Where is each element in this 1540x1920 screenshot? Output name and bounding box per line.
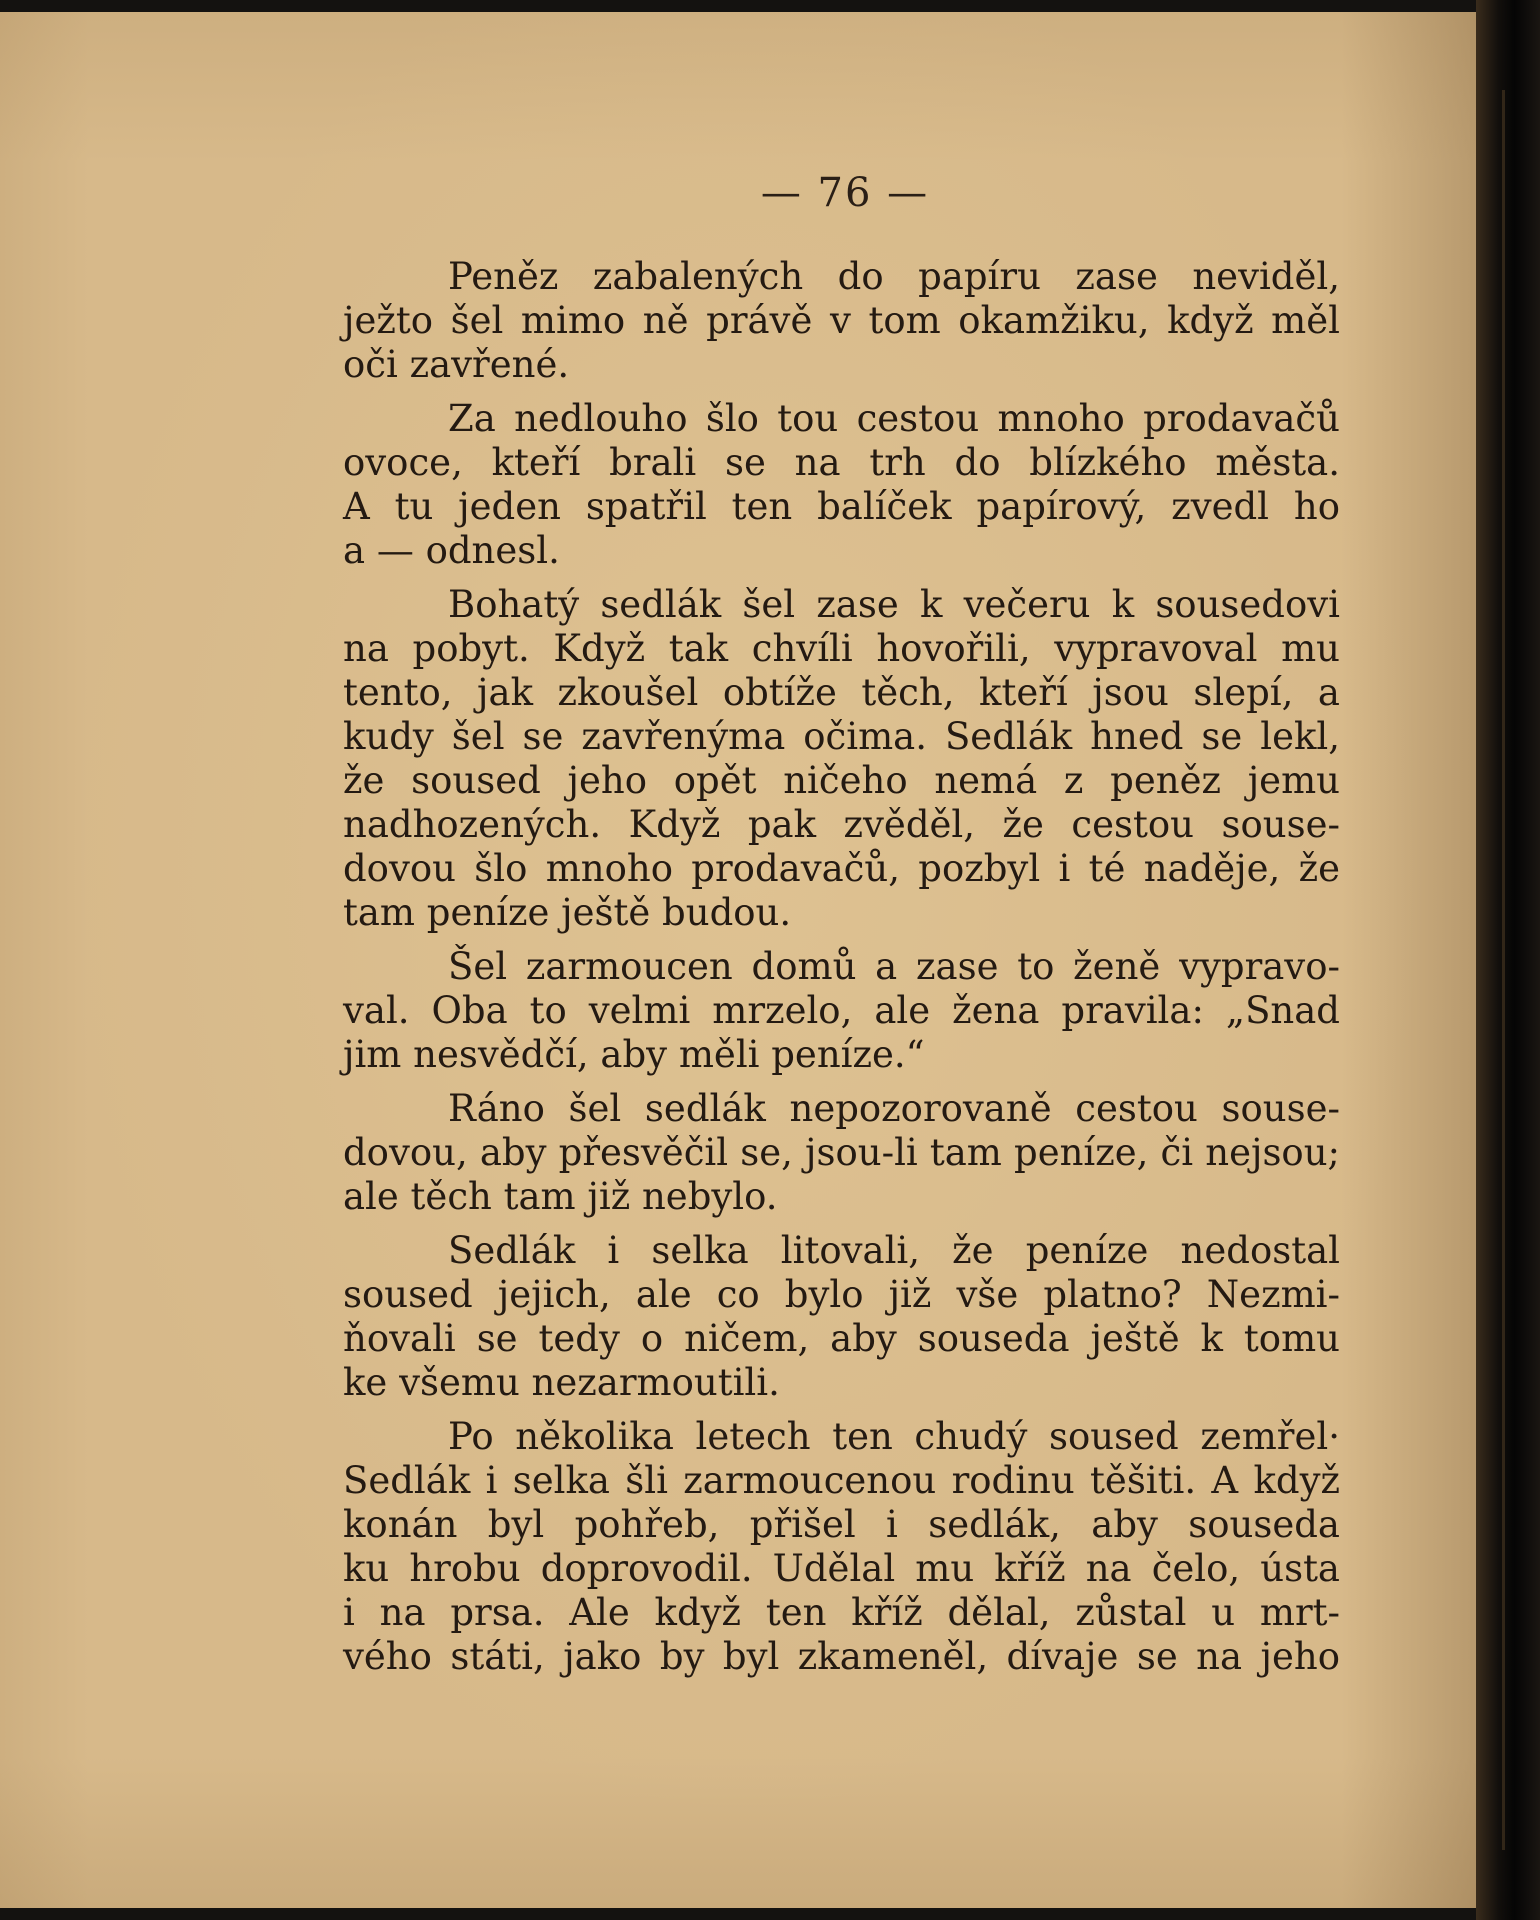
- text-line: oči zavřené.: [343, 343, 570, 386]
- text-line: ňovali se tedy o ničem, aby souseda ještě k tomu: [343, 1317, 1340, 1360]
- text-line: že soused jeho opět ničeho nemá z peněz jemu: [343, 759, 1340, 802]
- paragraph: [343, 397, 1340, 573]
- text-line: na pobyt. Když tak chvíli hovořili, vypravoval mu: [343, 627, 1340, 670]
- text-line: ke všemu nezarmoutili.: [343, 1361, 780, 1404]
- paragraph: [343, 583, 1340, 935]
- text-line: tam peníze ještě budou.: [343, 891, 792, 934]
- book-gutter-shadow: [1476, 0, 1540, 1920]
- paragraph: [343, 1415, 1340, 1679]
- paper-sheet: [0, 12, 1490, 1908]
- paragraph: [343, 1087, 1340, 1219]
- text-line: ježto šel mimo ně právě v tom okamžiku, když měl: [343, 299, 1340, 342]
- text-line: dovou, aby přesvěčil se, jsou-li tam peníze, či nejsou;: [343, 1131, 1340, 1174]
- text-line: Bohatý sedlák šel zase k večeru k sousedovi: [448, 583, 1340, 626]
- text-line: vého státi, jako by byl zkameněl, dívaje se na jeho: [343, 1635, 1340, 1678]
- page-number: — 76 —: [760, 170, 930, 216]
- text-line: konán byl pohřeb, přišel i sedlák, aby souseda: [343, 1503, 1340, 1546]
- text-line: dovou šlo mnoho prodavačů, pozbyl i té naděje, že: [343, 847, 1340, 890]
- text-line: ovoce, kteří brali se na trh do blízkého města.: [343, 441, 1340, 484]
- text-line: Sedlák i selka litovali, že peníze nedostal: [448, 1229, 1340, 1272]
- text-line: Šel zarmoucen domů a zase to ženě vypravo-: [448, 945, 1340, 988]
- text-line: Peněz zabalených do papíru zase neviděl,: [448, 255, 1340, 298]
- text-line: tento, jak zkoušel obtíže těch, kteří jsou slepí, a: [343, 671, 1340, 714]
- text-line: val. Oba to velmi mrzelo, ale žena pravila: „Snad: [343, 989, 1340, 1032]
- text-line: Za nedlouho šlo tou cestou mnoho prodavačů: [448, 397, 1340, 440]
- text-line: Sedlák i selka šli zarmoucenou rodinu těšiti. A když: [343, 1459, 1340, 1502]
- text-line: A tu jeden spatřil ten balíček papírový, zvedl ho: [343, 485, 1340, 528]
- paragraph: [343, 945, 1340, 1077]
- body-text: [343, 255, 1340, 1679]
- text-line: i na prsa. Ale když ten kříž dělal, zůstal u mrt-: [343, 1591, 1340, 1634]
- text-line: jim nesvědčí, aby měli peníze.“: [343, 1033, 925, 1076]
- text-line: a — odnesl.: [343, 529, 560, 572]
- page-edge-line: [1502, 90, 1505, 1850]
- text-line: Ráno šel sedlák nepozorovaně cestou souse-: [448, 1087, 1340, 1130]
- text-line: ale těch tam již nebylo.: [343, 1175, 778, 1218]
- text-line: ku hrobu doprovodil. Udělal mu kříž na čelo, ústa: [343, 1547, 1340, 1590]
- text-line: Po několika letech ten chudý soused zemřel·: [448, 1415, 1340, 1458]
- text-line: nadhozených. Když pak zvěděl, že cestou souse-: [343, 803, 1340, 846]
- text-line: soused jejich, ale co bylo již vše platno? Nezmi-: [343, 1273, 1340, 1316]
- paragraph: [343, 1229, 1340, 1405]
- paragraph: [343, 255, 1340, 387]
- text-line: kudy šel se zavřenýma očima. Sedlák hned se lekl,: [343, 715, 1340, 758]
